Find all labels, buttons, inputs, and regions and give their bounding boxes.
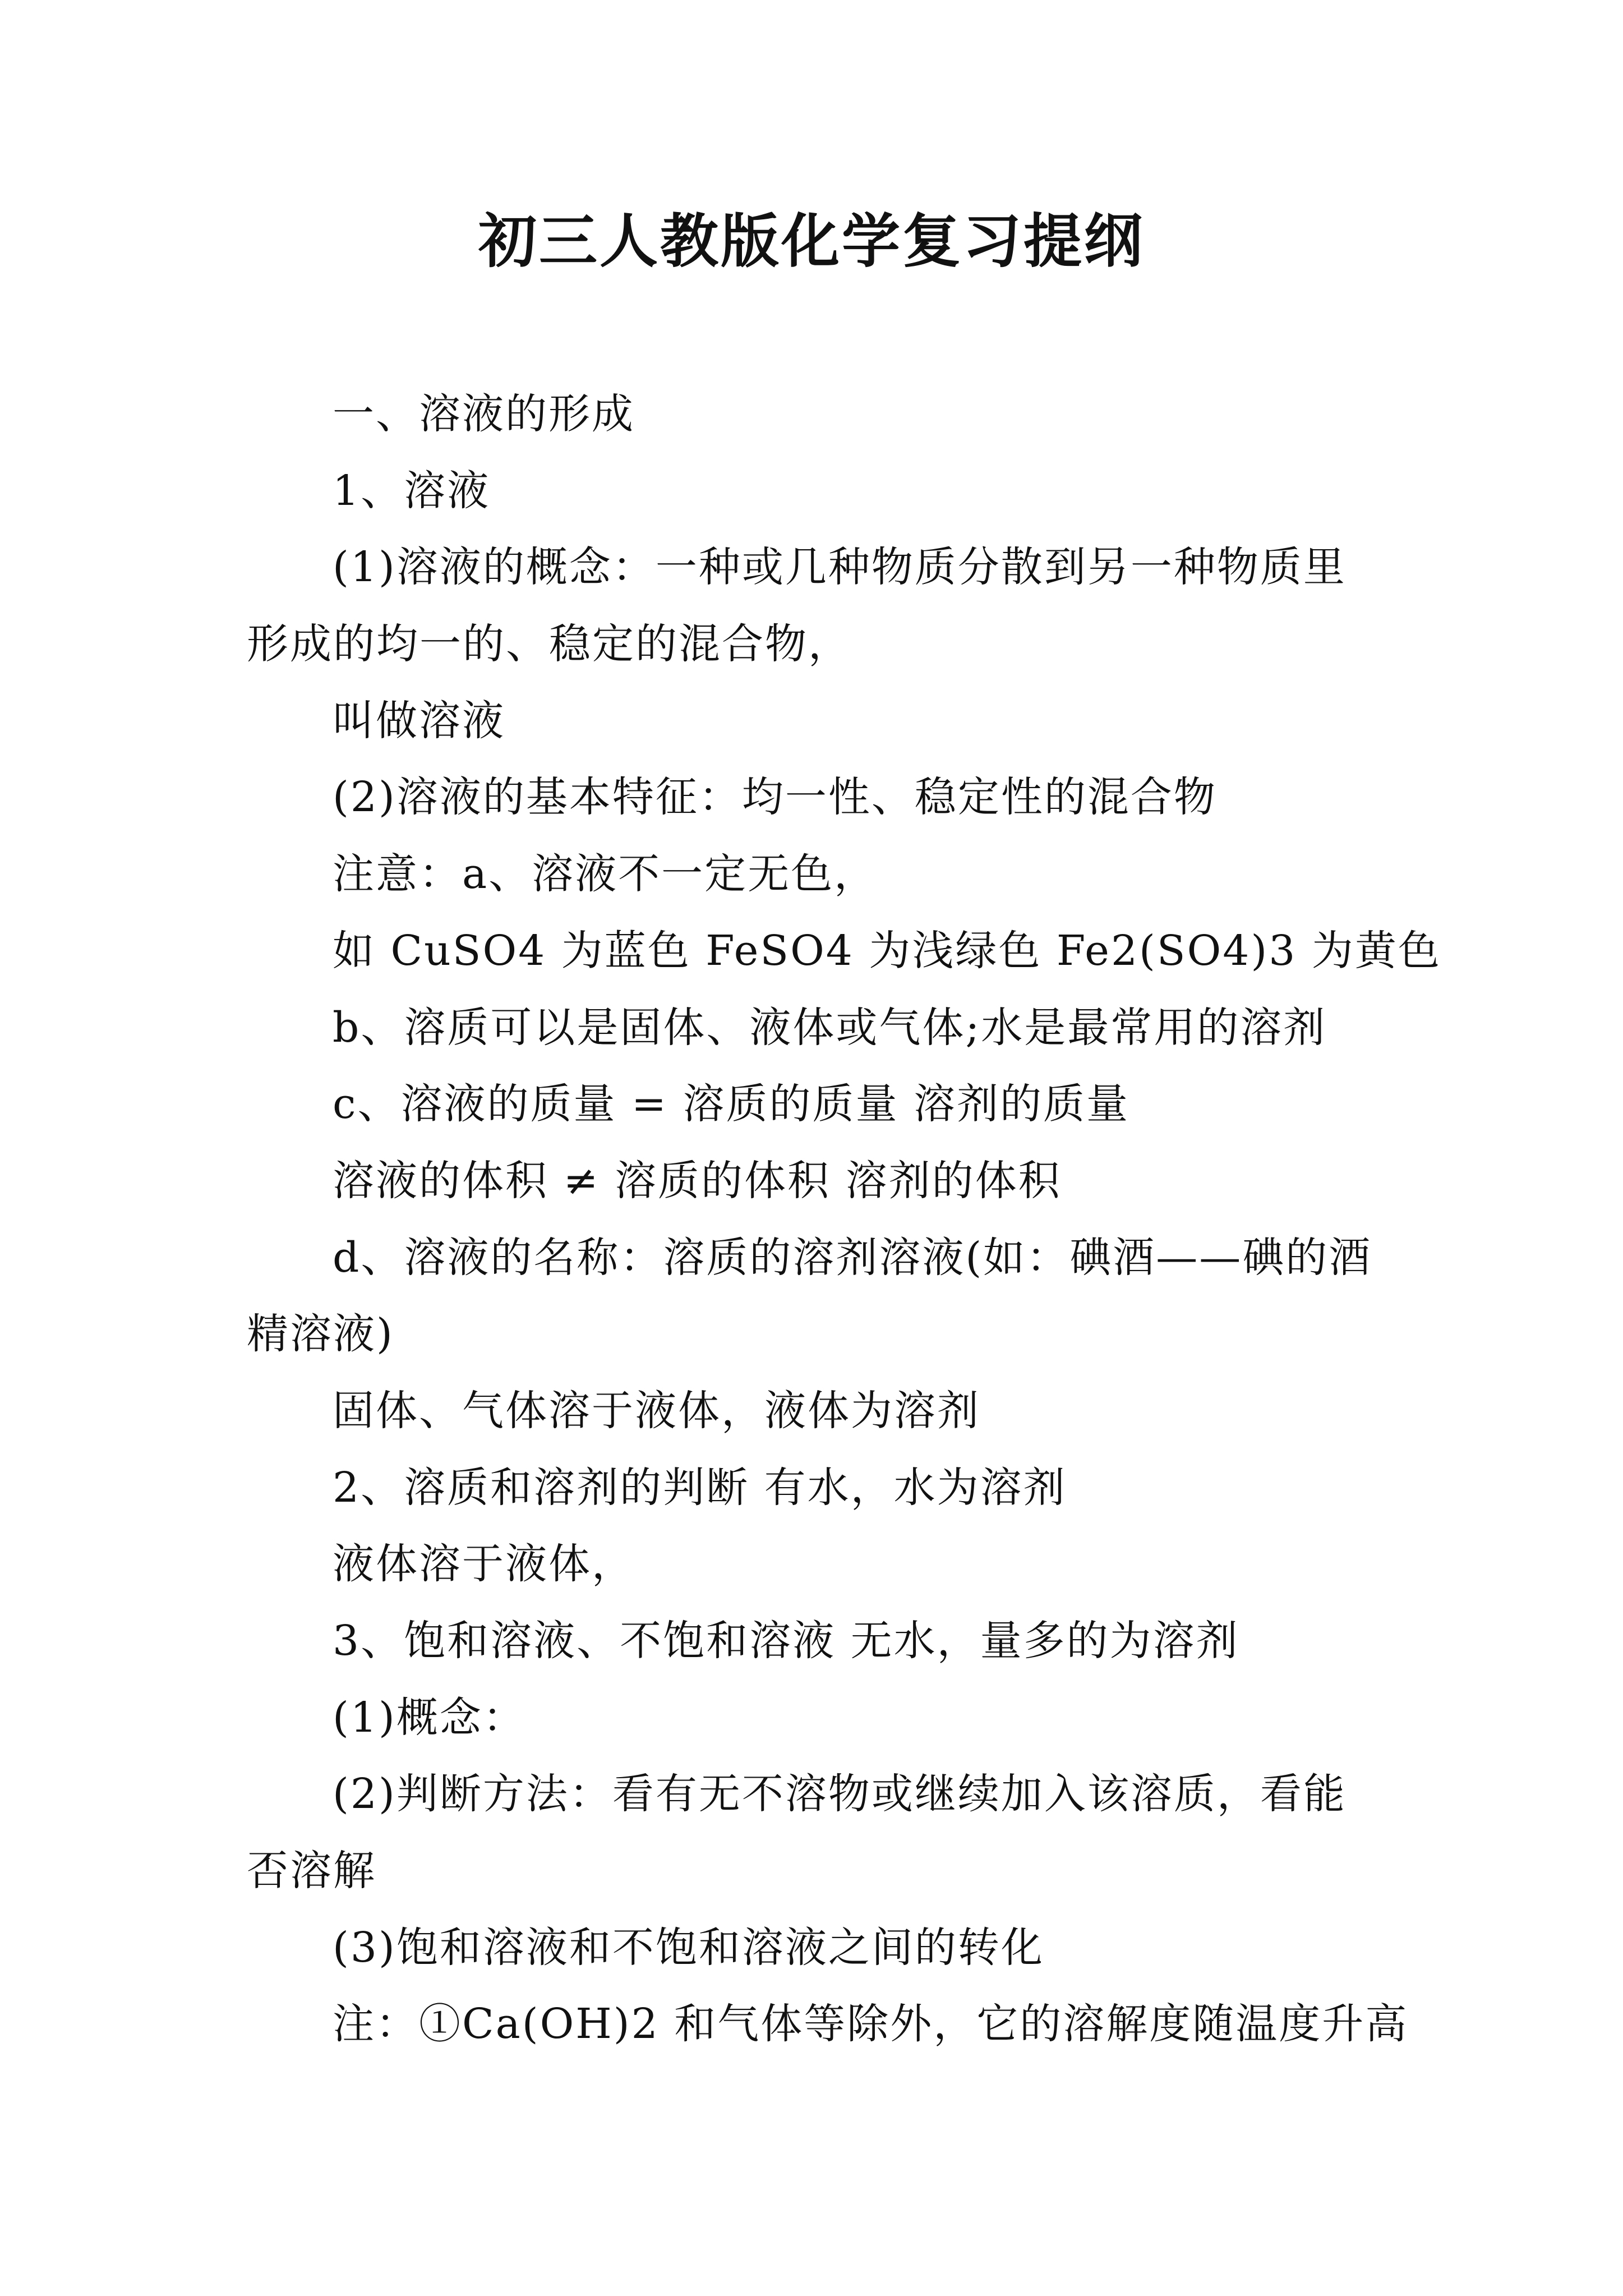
subsection-heading: 1、溶液 bbox=[333, 466, 491, 515]
paragraph-line: (1)概念： bbox=[333, 1693, 526, 1742]
paragraph-line: 精溶液) bbox=[247, 1310, 394, 1359]
paragraph-line: 液体溶于液体， bbox=[333, 1540, 635, 1589]
subsection-heading: 2、溶质和溶剂的判断 有水，水为溶剂 bbox=[333, 1463, 1067, 1512]
paragraph-line: c、溶液的质量 = 溶质的质量 溶剂的质量 bbox=[333, 1080, 1130, 1129]
paragraph-line: 注：①Ca(OH)2 和气体等除外，它的溶解度随温度升高 bbox=[333, 2000, 1409, 2049]
paragraph-line: (2)判断方法：看有无不溶物或继续加入该溶质，看能 bbox=[333, 1770, 1347, 1819]
section-heading: 一、溶液的形成 bbox=[333, 390, 635, 438]
paragraph-line: b、溶质可以是固体、液体或气体;水是最常用的溶剂 bbox=[333, 1003, 1327, 1052]
paragraph-line: 注意：a、溶液不一定无色， bbox=[333, 850, 878, 899]
document-body bbox=[247, 376, 1441, 2063]
paragraph-line: d、溶液的名称：溶质的溶剂溶液(如：碘酒——碘的酒 bbox=[333, 1233, 1372, 1282]
document-title: 初三人教版化学复习提纲 bbox=[478, 206, 1145, 275]
paragraph-line: (2)溶液的基本特征：均一性、稳定性的混合物 bbox=[333, 773, 1217, 822]
paragraph-line: 如 CuSO4 为蓝色 FeSO4 为浅绿色 Fe2(SO4)3 为黄色 bbox=[333, 926, 1441, 975]
subsection-heading: 3、饱和溶液、不饱和溶液 无水，量多的为溶剂 bbox=[333, 1617, 1239, 1665]
paragraph-line: (3)饱和溶液和不饱和溶液之间的转化 bbox=[333, 1923, 1044, 1972]
paragraph-line: 形成的均一的、稳定的混合物， bbox=[247, 620, 851, 669]
paragraph-line: 叫做溶液 bbox=[333, 696, 505, 745]
paragraph-line: (1)溶液的概念：一种或几种物质分散到另一种物质里 bbox=[333, 543, 1347, 592]
paragraph-line: 否溶解 bbox=[247, 1847, 376, 1895]
paragraph-line: 溶液的体积 ≠ 溶质的体积 溶剂的体积 bbox=[333, 1156, 1062, 1205]
paragraph-line: 固体、气体溶于液体，液体为溶剂 bbox=[333, 1386, 980, 1435]
